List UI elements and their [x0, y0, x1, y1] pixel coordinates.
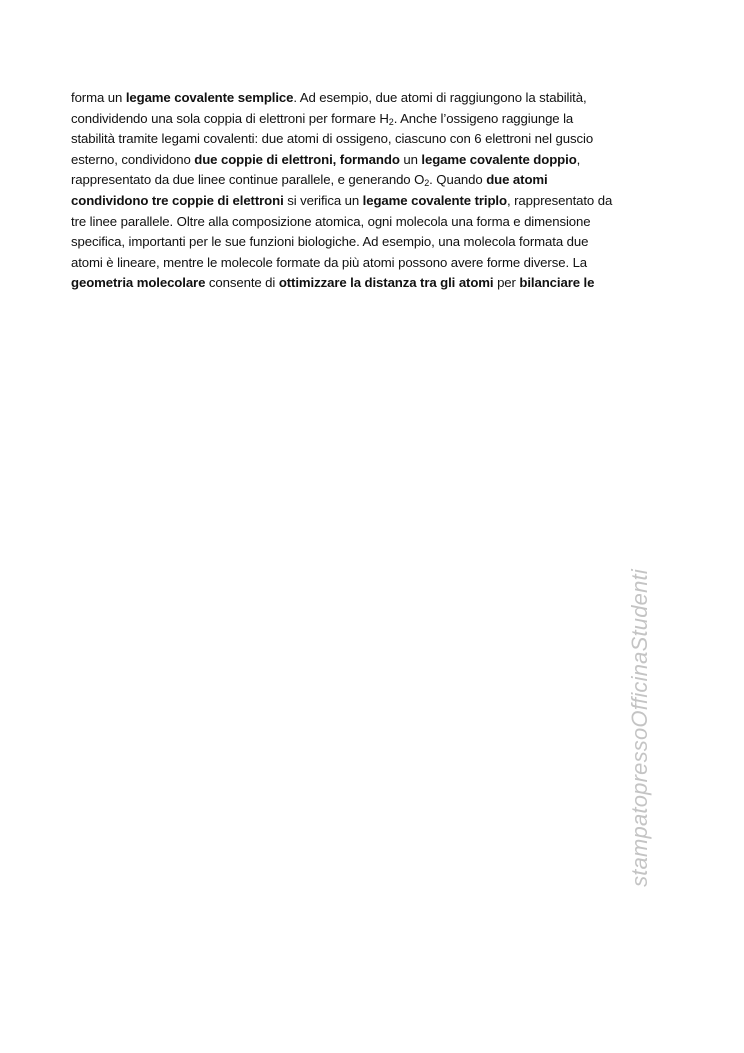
bold-term: legame covalente triplo — [362, 192, 507, 208]
text-line — [71, 170, 676, 191]
text-line — [71, 109, 676, 130]
watermark-text: stampatopressoOfficinaStudenti — [627, 569, 652, 887]
text-run: condividendo una sola coppia di elettroni per formare H — [71, 110, 389, 126]
text-run: un — [399, 151, 422, 167]
text-line — [71, 232, 676, 253]
subscript: 2 — [388, 116, 394, 127]
text-run: . Ad esempio, due atomi di raggiungono la stabilità, — [293, 90, 587, 105]
bold-term: condividono tre coppie di elettroni — [71, 192, 284, 208]
text-run: stabilità tramite legami covalenti: due atomi di ossigeno, ciascuno con 6 elettroni nel guscio — [71, 131, 594, 147]
text-run: , — [576, 151, 581, 167]
text-run: consente di — [205, 275, 279, 291]
bold-term: bilanciare le — [519, 275, 595, 291]
bold-term: geometria molecolare — [71, 275, 206, 291]
text-line — [71, 212, 676, 233]
text-run: per — [493, 275, 520, 291]
text-run: . Anche l’ossigeno raggiunge la — [393, 110, 574, 126]
subscript: 2 — [424, 178, 430, 189]
text-run: . Quando — [429, 172, 487, 188]
text-run: si verifica un — [283, 192, 363, 208]
bold-term: legame covalente doppio — [421, 151, 577, 167]
bold-term: legame covalente semplice — [125, 90, 294, 105]
bold-term: due coppie di elettroni, formando — [194, 151, 400, 167]
text-run: , rappresentato da — [506, 192, 613, 208]
body-paragraph — [71, 88, 676, 294]
text-line — [71, 150, 676, 171]
text-line — [71, 191, 676, 212]
text-line — [71, 253, 676, 274]
bold-term: due atomi — [486, 172, 548, 188]
text-run: forma un — [71, 90, 126, 105]
text-run: esterno, condividono — [71, 151, 195, 167]
text-run: tre linee parallele. Oltre alla composizione atomica, ogni molecola una forma e dimensione — [71, 213, 591, 229]
text-run: rappresentato da due linee continue parallele, e generando O — [71, 172, 425, 188]
text-line — [71, 129, 676, 150]
text-line — [71, 273, 676, 294]
text-run: atomi è lineare, mentre le molecole formate da più atomi possono avere forme diverse. La — [71, 254, 588, 270]
text-line — [71, 88, 676, 109]
bold-term: ottimizzare la distanza tra gli atomi — [278, 275, 494, 291]
text-run: specifica, importanti per le sue funzioni biologiche. Ad esempio, una molecola formata due — [71, 234, 589, 250]
